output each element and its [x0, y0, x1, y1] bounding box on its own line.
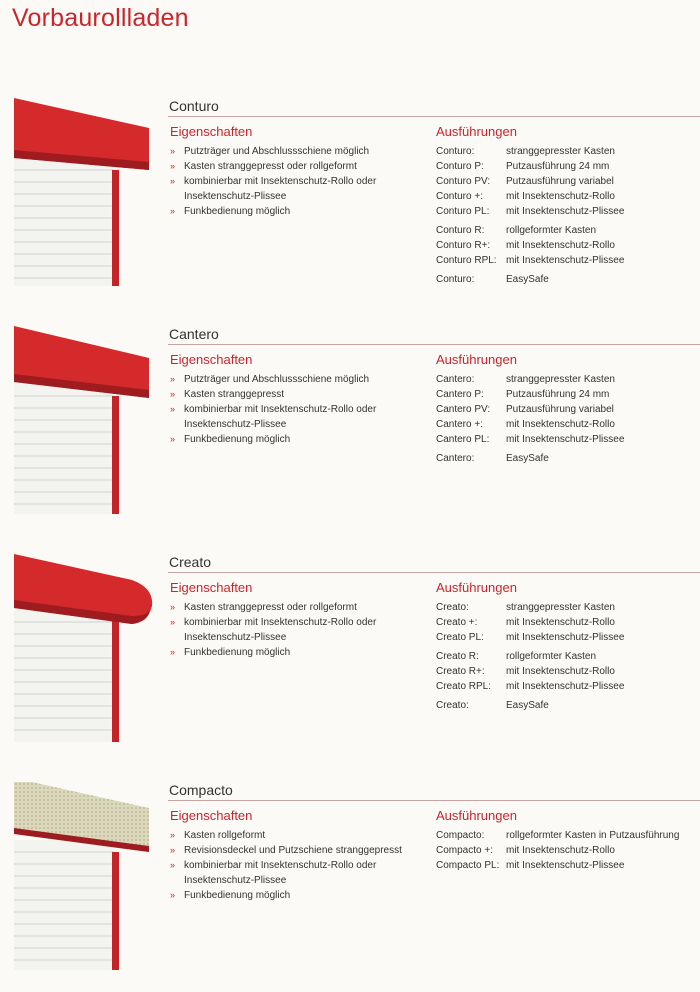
variant-row: Conturo RPL: mit Insektenschutz-Plissee: [436, 255, 625, 266]
variant-row: Cantero: EasySafe: [436, 453, 549, 464]
property-item: » Kasten stranggepresst oder rollgeformt: [170, 602, 357, 613]
shutter-illustration-creato: [14, 554, 154, 744]
variants-heading: Ausführungen: [436, 808, 517, 823]
variants-heading: Ausführungen: [436, 580, 517, 595]
bullet-icon: »: [170, 434, 176, 444]
product-name: Creato: [169, 554, 212, 570]
product-name: Cantero: [169, 326, 219, 342]
product-section-cantero: [0, 326, 700, 536]
variant-row: Cantero P: Putzausführung 24 mm: [436, 389, 610, 400]
property-item: » Kasten stranggepresst: [170, 389, 285, 400]
bullet-icon: »: [170, 206, 176, 216]
property-item: » kombinierbar mit Insektenschutz-Rollo oder Insektenschutz-Plissee: [170, 404, 377, 430]
variants-heading: Ausführungen: [436, 124, 517, 139]
bullet-icon: »: [170, 389, 176, 399]
variant-row: Conturo R: rollgeformter Kasten: [436, 225, 597, 236]
product-section-creato: [0, 554, 700, 764]
property-item: » Putzträger und Abschlussschiene möglich: [170, 146, 370, 157]
variant-row: Cantero +: mit Insektenschutz-Rollo: [436, 419, 615, 430]
bullet-icon: »: [170, 176, 176, 186]
property-item: » kombinierbar mit Insektenschutz-Rollo oder Insektenschutz-Plissee: [170, 176, 377, 202]
product-name: Compacto: [169, 782, 233, 798]
variant-row: Creato PL: mit Insektenschutz-Plissee: [436, 632, 625, 643]
variants-list: [436, 828, 696, 877]
variant-row: Creato RPL: mit Insektenschutz-Plissee: [436, 681, 625, 692]
section-divider: [168, 572, 700, 573]
variant-row: Cantero: stranggepresster Kasten: [436, 374, 615, 385]
section-divider: [168, 116, 700, 117]
variant-row: Conturo P: Putzausführung 24 mm: [436, 161, 610, 172]
section-divider: [168, 800, 700, 801]
property-item: » Funkbedienung möglich: [170, 890, 291, 901]
properties-heading: Eigenschaften: [170, 580, 253, 595]
variant-row: Conturo: EasySafe: [436, 274, 549, 285]
variant-row: Compacto: rollgeformter Kasten in Putzausführung: [436, 830, 680, 841]
properties-heading: Eigenschaften: [170, 808, 253, 823]
variant-row: Compacto PL: mit Insektenschutz-Plissee: [436, 860, 625, 871]
shutter-illustration-compacto: [14, 782, 154, 972]
product-section-conturo: [0, 98, 700, 308]
variant-row: Cantero PV: Putzausführung variabel: [436, 404, 614, 415]
variant-row: Cantero PL: mit Insektenschutz-Plissee: [436, 434, 625, 445]
variant-row: Compacto +: mit Insektenschutz-Rollo: [436, 845, 615, 856]
bullet-icon: »: [170, 830, 176, 840]
property-item: » Funkbedienung möglich: [170, 434, 291, 445]
property-item: » Kasten stranggepresst oder rollgeformt: [170, 161, 357, 172]
variant-row: Conturo PL: mit Insektenschutz-Plissee: [436, 206, 625, 217]
bullet-icon: »: [170, 647, 176, 657]
properties-list: [170, 144, 410, 219]
properties-list: [170, 600, 410, 660]
variant-row: Conturo: stranggepresster Kasten: [436, 146, 615, 157]
variant-row: Conturo R+: mit Insektenschutz-Rollo: [436, 240, 615, 251]
variants-list: [436, 144, 696, 291]
property-item: » Funkbedienung möglich: [170, 206, 291, 217]
property-item: » Kasten rollgeformt: [170, 830, 266, 841]
variants-heading: Ausführungen: [436, 352, 517, 367]
section-divider: [168, 344, 700, 345]
bullet-icon: »: [170, 404, 176, 414]
bullet-icon: »: [170, 602, 176, 612]
bullet-icon: »: [170, 161, 176, 171]
property-item: » kombinierbar mit Insektenschutz-Rollo oder Insektenschutz-Plissee: [170, 617, 377, 643]
variants-list: [436, 600, 696, 717]
bullet-icon: »: [170, 374, 176, 384]
shutter-illustration-cantero: [14, 326, 154, 516]
product-name: Conturo: [169, 98, 219, 114]
bullet-icon: »: [170, 890, 176, 900]
product-section-compacto: [0, 782, 700, 992]
bullet-icon: »: [170, 845, 176, 855]
shutter-illustration-conturo: [14, 98, 154, 288]
variant-row: Creato +: mit Insektenschutz-Rollo: [436, 617, 615, 628]
property-item: » Putzträger und Abschlussschiene möglich: [170, 374, 370, 385]
variant-row: Creato R+: mit Insektenschutz-Rollo: [436, 666, 615, 677]
bullet-icon: »: [170, 860, 176, 870]
bullet-icon: »: [170, 617, 176, 627]
variant-row: Conturo +: mit Insektenschutz-Rollo: [436, 191, 615, 202]
properties-list: [170, 372, 410, 447]
page-title: Vorbaurollladen: [12, 4, 189, 32]
properties-list: [170, 828, 410, 903]
bullet-icon: »: [170, 146, 176, 156]
property-item: » kombinierbar mit Insektenschutz-Rollo oder Insektenschutz-Plissee: [170, 860, 377, 886]
variant-row: Creato: EasySafe: [436, 700, 549, 711]
variant-row: Creato R: rollgeformter Kasten: [436, 651, 597, 662]
property-item: » Revisionsdeckel und Putzschiene stranggepresst: [170, 845, 402, 856]
variants-list: [436, 372, 696, 470]
variant-row: Conturo PV: Putzausführung variabel: [436, 176, 614, 187]
properties-heading: Eigenschaften: [170, 352, 253, 367]
property-item: » Funkbedienung möglich: [170, 647, 291, 658]
properties-heading: Eigenschaften: [170, 124, 253, 139]
variant-row: Creato: stranggepresster Kasten: [436, 602, 615, 613]
